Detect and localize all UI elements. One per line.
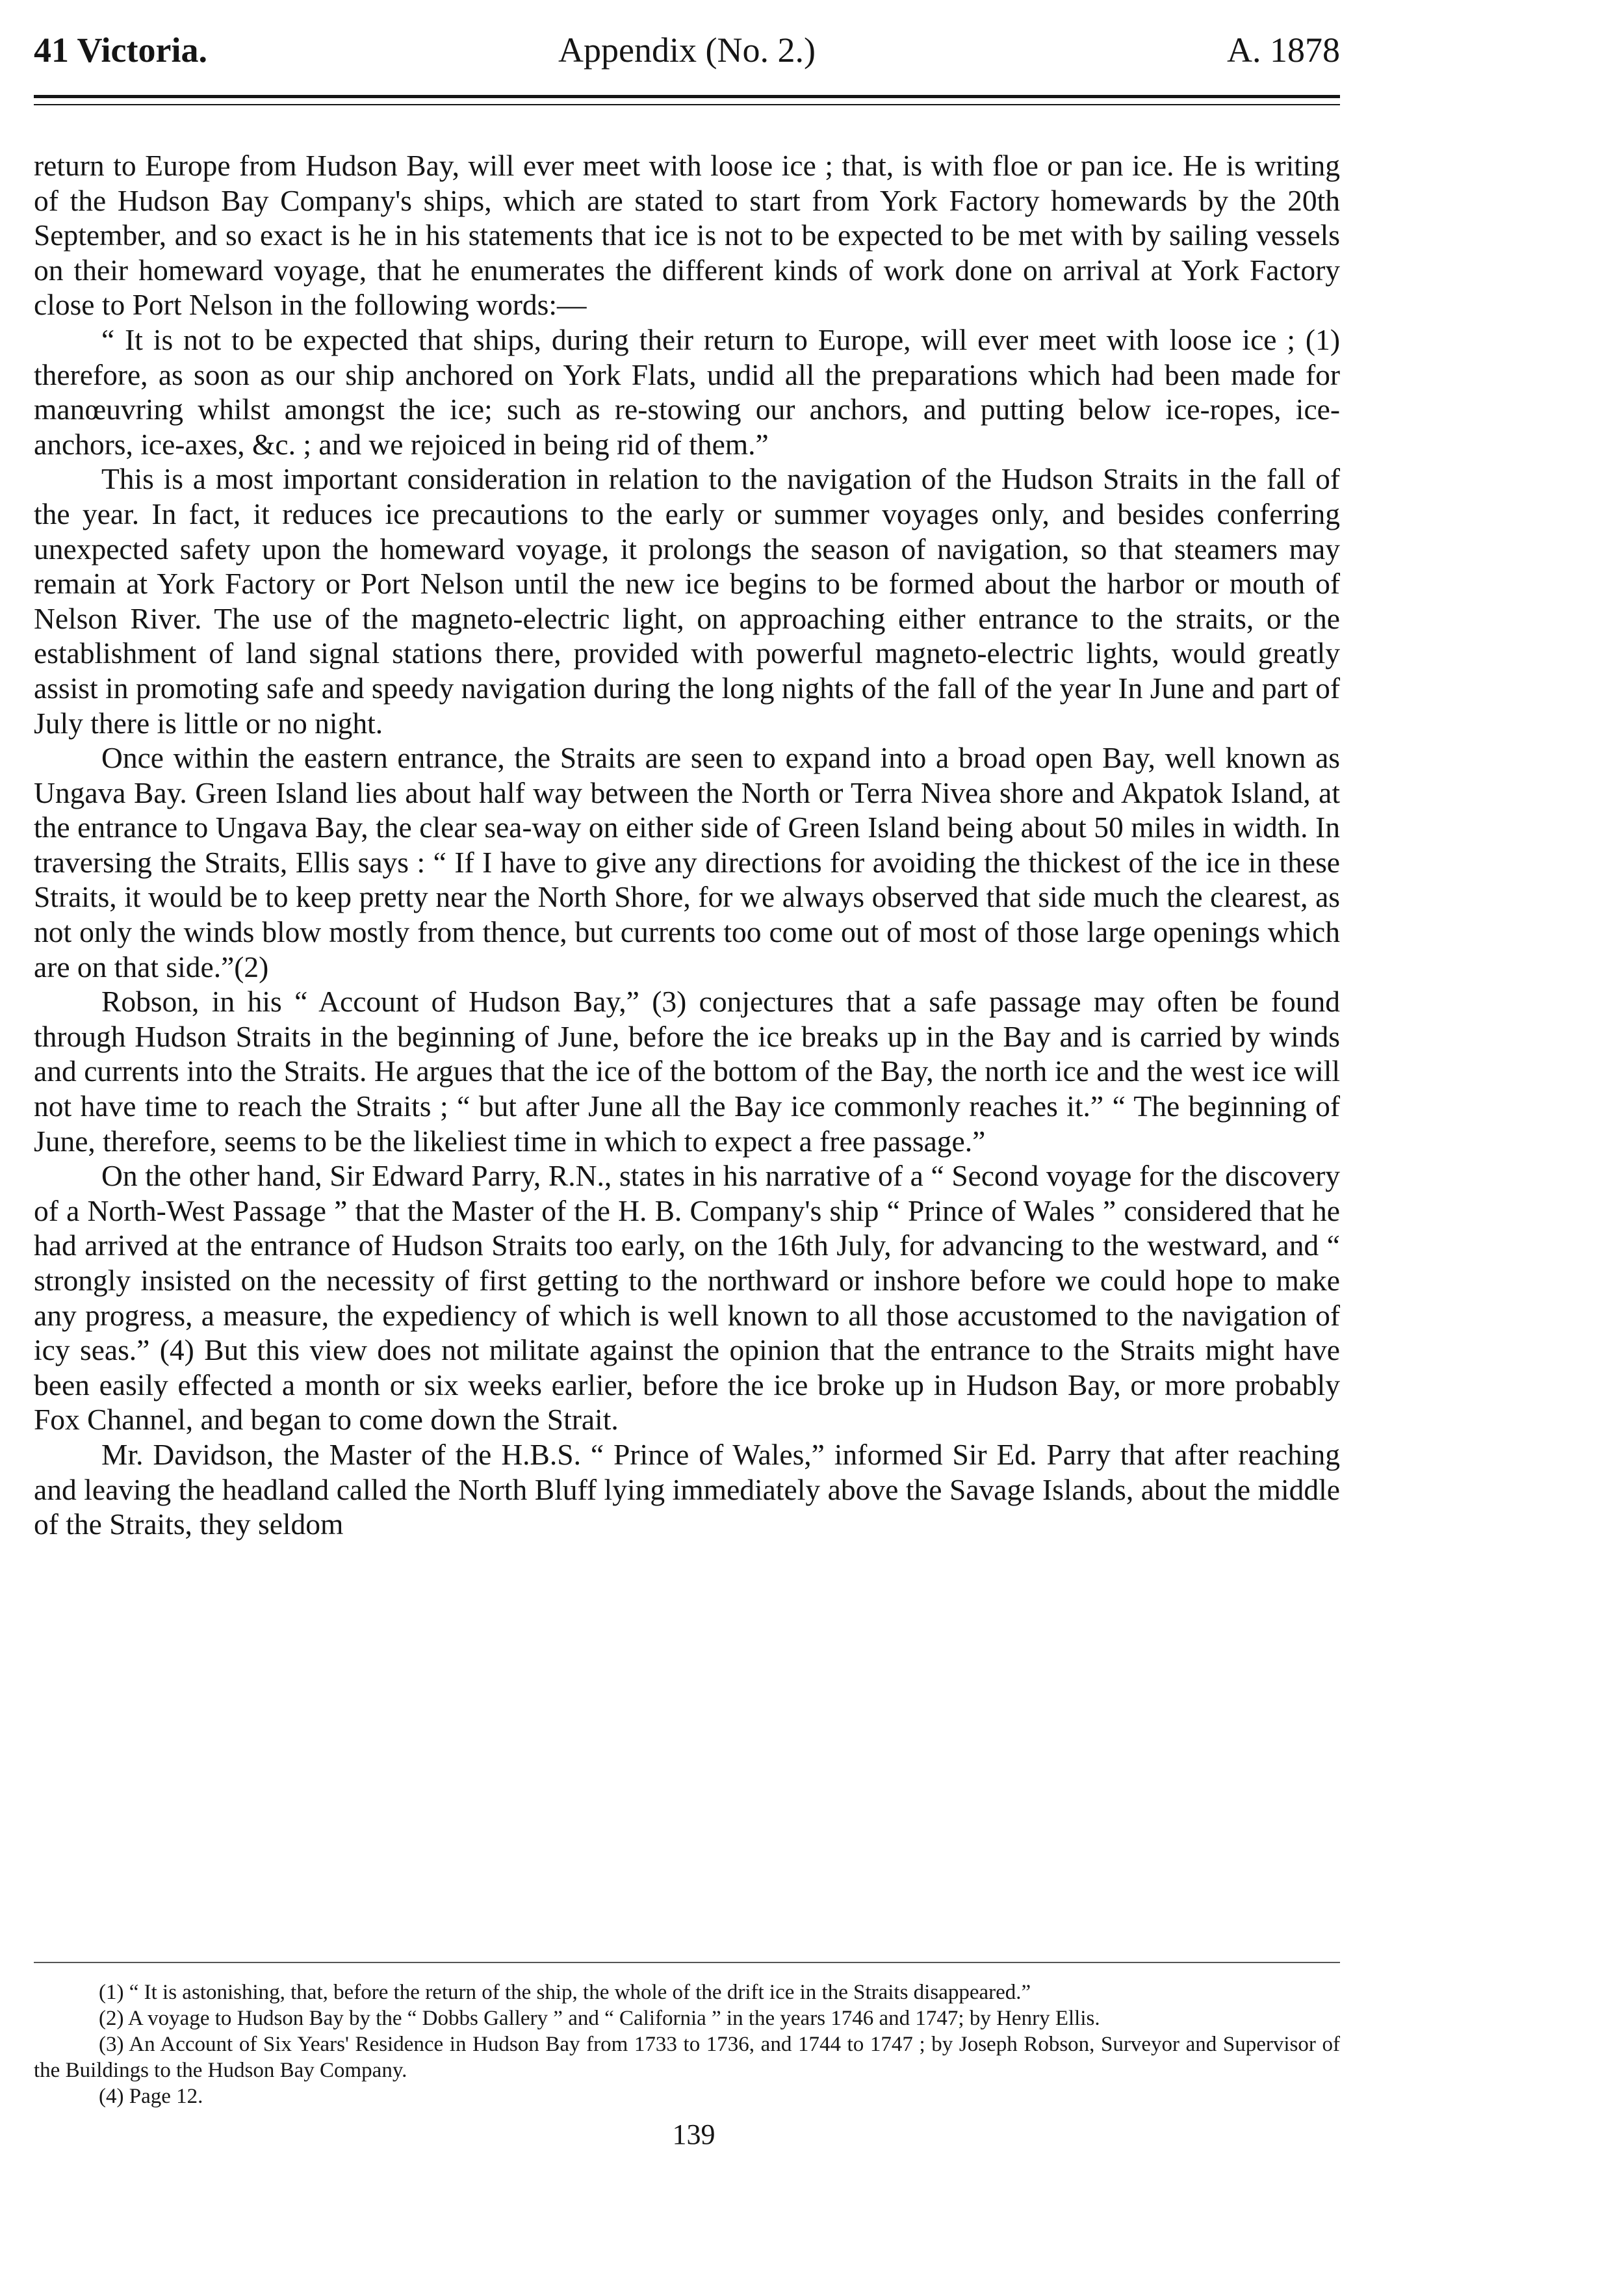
- footnote-3: (3) An Account of Six Years' Residence in Hudson Bay from 1733 to 1736, and 1744 to 1747 ; by Joseph Robson, Surveyor and Supervisor of the Buildings to the Hudson Bay Company.: [34, 2033, 1340, 2082]
- paragraph-quotation: “ It is not to be expected that ships, during their return to Europe, will ever meet with loose ice ; (1) therefore, as soon as our ship anchored on York Flats, undid all the preparations which had been made for manœuvring whilst amongst the ice; such as re-stowing our anchors, and putting below ice-ropes, ice-anchors, ice-axes, &c. ; and we rejoiced in being rid of them.”: [34, 322, 1340, 461]
- header-appendix: Appendix (No. 2.): [558, 31, 816, 70]
- paragraph-robson: Robson, in his “ Account of Hudson Bay,” (3) conjectures that a safe passage may often be found through Hudson Straits in the beginning of June, before the ice breaks up in the Bay and is carried by winds and currents into the Straits. He argues that the ice of the bottom of the Bay, the north ice and the west ice will not have time to reach the Straits ; “ but after June all the Bay ice commonly reaches it.” “ The beginning of June, therefore, seems to be the likeliest time in which to expect a free passage.”: [34, 985, 1340, 1158]
- paragraph-ungava-bay: Once within the eastern entrance, the Straits are seen to expand into a broad open Bay, well known as Ungava Bay. Green Island lies about half way between the North or Terra Nivea shore and Akpatok Island, at the entrance to Ungava Bay, the clear sea-way on either side of Green Island being about 50 miles in width. In traversing the Straits, Ellis says : “ If I have to give any directions for avoiding the thickest of the ice in these Straits, it would be to keep pretty near the North Shore, for we always observed that side much the clearest, as not only the winds blow mostly from thence, but currents too come out of most of those large openings which are on that side.”(2): [34, 741, 1340, 984]
- header-year: A. 1878: [1227, 31, 1340, 70]
- page-number: 139: [672, 2118, 715, 2150]
- footnote-2: (2) A voyage to Hudson Bay by the “ Dobbs Gallery ” and “ California ” in the years 1746 and 1747; by Henry Ellis.: [99, 2007, 1100, 2030]
- paragraph-davidson: Mr. Davidson, the Master of the H.B.S. “ Prince of Wales,” informed Sir Ed. Parry that after reaching and leaving the headland called the North Bluff lying immediately above the Savage Islands, about the middle of the Straits, they seldom: [34, 1437, 1340, 1541]
- paragraph-continuation: return to Europe from Hudson Bay, will ever meet with loose ice ; that, is with floe or pan ice. He is writing of the Hudson Bay Company's ships, which are stated to start from York Factory homewards by the 20th September, and so exact is he in his statements that ice is not to be expected to be met with by sailing vessels on their homeward voyage, that he enumerates the different kinds of work done on arrival at York Factory close to Port Nelson in the following words:—: [34, 149, 1340, 322]
- page-header: [34, 21, 1340, 79]
- footnote-1: (1) “ It is astonishing, that, before the return of the ship, the whole of the drift ice in the Straits disappeared.”: [99, 1981, 1031, 2004]
- footnote-rule: [34, 1962, 1340, 1963]
- footnotes: [34, 1979, 1340, 2109]
- header-session: 41 Victoria.: [34, 31, 207, 70]
- paragraph-navigation-fall: This is a most important consideration in relation to the navigation of the Hudson Straits in the fall of the year. In fact, it reduces ice precautions to the early or summer voyages only, and besides conferring unexpected safety upon the homeward voyage, it prolongs the season of navigation, so that steamers may remain at York Factory or Port Nelson until the new ice begins to be formed about the harbor or mouth of Nelson River. The use of the magneto-electric light, on approaching either entrance to the straits, or the establishment of land signal stations there, provided with powerful magneto-electric lights, would greatly assist in promoting safe and speedy navigation during the long nights of the fall of the year In June and part of July there is little or no night.: [34, 462, 1340, 740]
- header-rule-thick: [34, 95, 1340, 98]
- body-text: [34, 148, 1340, 1542]
- footnote-4: (4) Page 12.: [99, 2085, 203, 2108]
- paragraph-parry: On the other hand, Sir Edward Parry, R.N., states in his narrative of a “ Second voyage for the discovery of a North-West Passage ” that the Master of the H. B. Company's ship “ Prince of Wales ” considered that he had arrived at the entrance of Hudson Straits too early, on the 16th July, for advancing to the westward, and “ strongly insisted on the necessity of first getting to the northward or inshore before we could hope to make any progress, a measure, the expediency of which is well known to all those accustomed to the navigation of icy seas.” (4) But this view does not militate against the opinion that the entrance to the Straits might have been easily effected a month or six weeks earlier, before the ice broke up in Hudson Bay, or more probably Fox Channel, and began to come down the Strait.: [34, 1159, 1340, 1437]
- header-rule-thin: [34, 104, 1340, 105]
